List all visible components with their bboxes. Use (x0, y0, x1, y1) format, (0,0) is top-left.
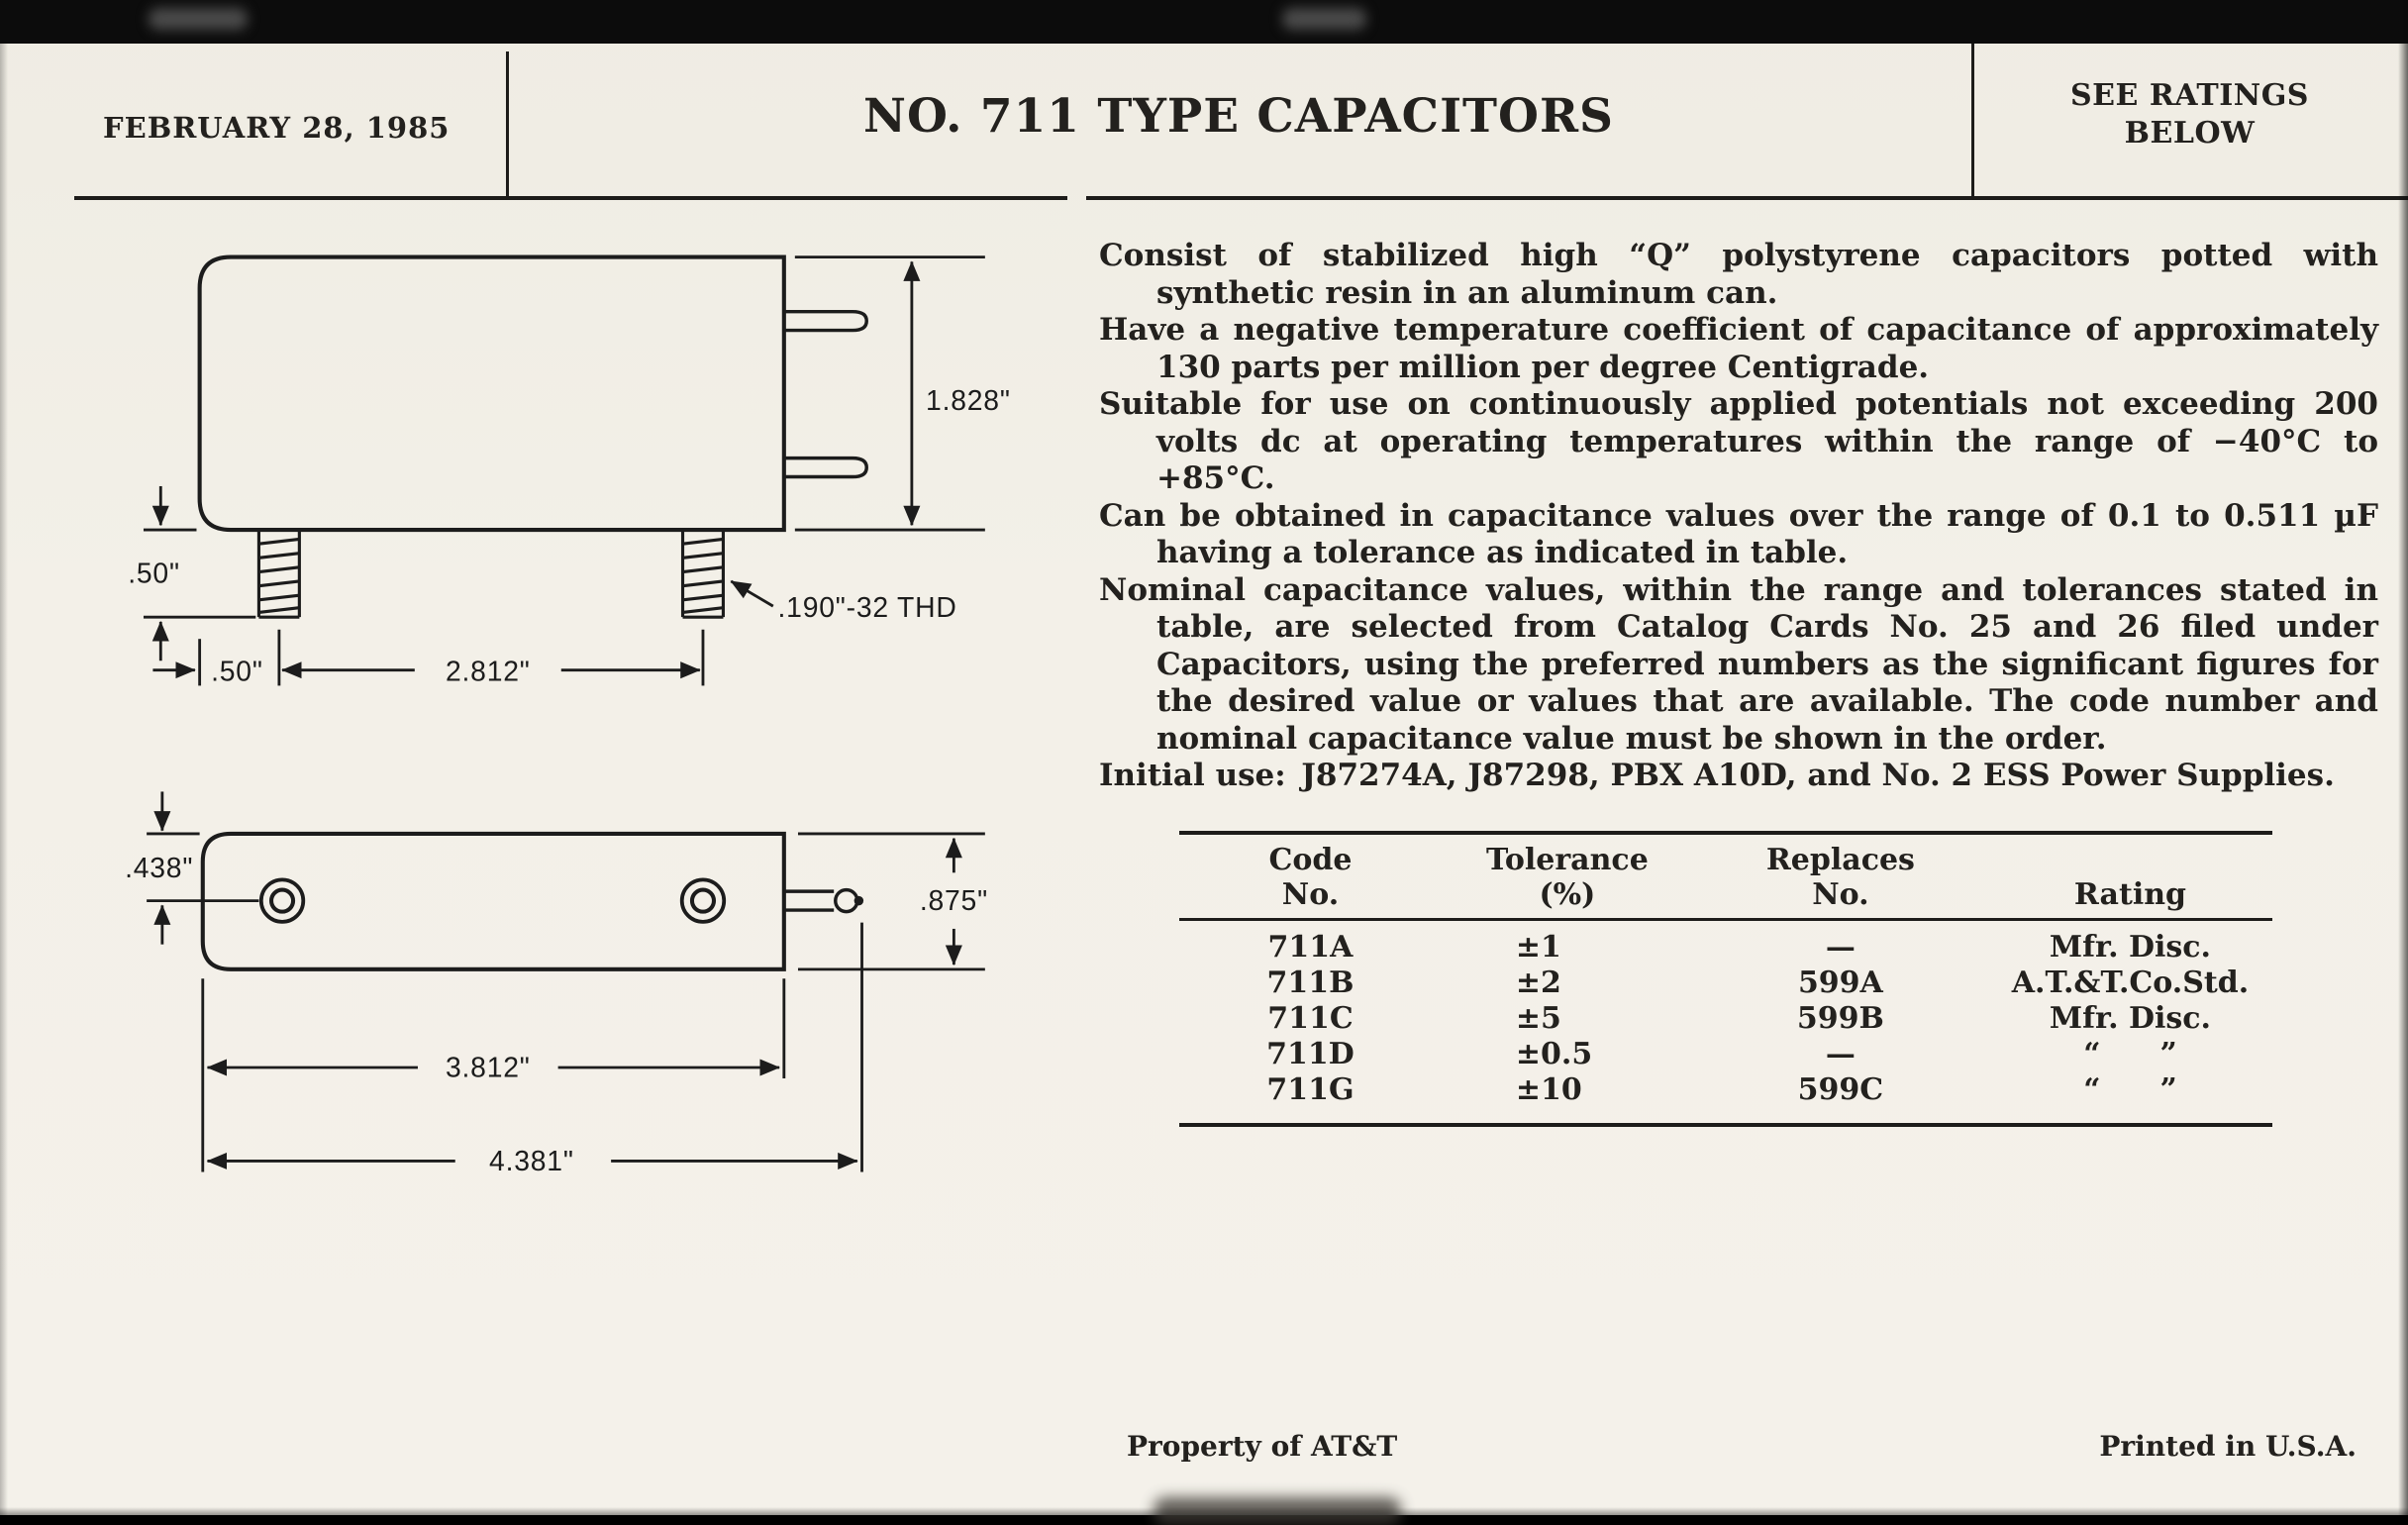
ratings-note (1971, 77, 2408, 152)
scan-artifact (149, 8, 248, 30)
cell-replaces: 599C (1797, 1071, 1884, 1107)
capacitor-body-top-outline (203, 834, 784, 969)
cell-tolerance: ±5 (1515, 1000, 1561, 1036)
header-rule-left (74, 196, 1067, 200)
column-header-tolerance: Tolerance (%) (1442, 833, 1693, 920)
stud-hole-left-inner (271, 890, 293, 912)
wire-terminal (784, 891, 834, 910)
description-paragraph: Suitable for use on continuously applied potentials not exceeding 200 volts dc at operating temperatures within the range of −40°C to +85°C. (1099, 386, 2378, 496)
cell-code: 711C (1267, 1000, 1354, 1036)
table-row (1179, 966, 2272, 1001)
dim-label-can-height: 1.828" (926, 384, 1011, 417)
scan-edge-shadow (0, 1507, 2408, 1515)
table-row (1179, 1037, 2272, 1072)
ratings-table (1179, 831, 2272, 1127)
technical-drawing (62, 234, 1091, 1247)
dim-label-stud-offset: .50" (211, 656, 263, 688)
dim-label-stud-spacing: 2.812" (445, 656, 531, 688)
scan-artifact (1282, 8, 1366, 30)
description-paragraph: Have a negative temperature coefficient of capacitance of approximately 130 parts per million per degree Centigrade. (1099, 312, 2378, 385)
footer-property: Property of AT&T (1127, 1430, 1398, 1463)
description-paragraph: Can be obtained in capacitance values over the range of 0.1 to 0.511 µF having a tolerance as indicated in table. (1099, 497, 2378, 570)
cell-replaces: 599A (1797, 965, 1883, 1000)
description-paragraph: Nominal capacitance values, within the range and tolerances stated in table, are selected from Catalog Cards No. 25 and 26 filed under Capacitors, using the preferred numbers as the significant figures for the desired value or values that are available. The code number and nominal capacitance value must be shown in the order. (1099, 571, 2378, 757)
cell-rating: A.T.&T.Co.Std. (2011, 965, 2250, 1000)
side-view-drawing (200, 257, 867, 618)
cell-replaces: — (1825, 929, 1856, 965)
scan-top-bar (0, 0, 2408, 44)
cell-code: 711B (1266, 965, 1354, 1000)
stud-hole-right-outer (682, 879, 724, 921)
cell-code: 711A (1267, 929, 1354, 965)
top-view-drawing (203, 834, 863, 969)
terminal-pin-upper (784, 312, 866, 331)
table-row (1179, 919, 2272, 966)
table-header-row (1179, 833, 2272, 920)
stud-hole-left-outer (261, 879, 303, 921)
top-view-dimension-lines (147, 791, 985, 1171)
cell-rating: Mfr. Disc. (2049, 1000, 2211, 1036)
capacitor-can-outline (200, 257, 784, 530)
mounting-stud-left (258, 530, 299, 617)
description-paragraph: Consist of stabilized high “Q” polystyrene capacitors potted with synthetic resin in an aluminum can. (1099, 238, 2378, 311)
ratings-note-line1: SEE RATINGS (2070, 78, 2309, 113)
dim-label-stud-height: .50" (128, 558, 180, 590)
footer-printed: Printed in U.S.A. (2099, 1430, 2357, 1463)
column-header-code: Code No. (1179, 833, 1442, 920)
table-row (1179, 1072, 2272, 1125)
cell-tolerance: ±10 (1515, 1071, 1582, 1107)
description-paragraph-initial-use: Initial use: J87274A, J87298, PBX A10D, and No. 2 ESS Power Supplies. (1099, 758, 2335, 793)
dim-label-overall-length: 4.381" (489, 1145, 574, 1177)
scan-edge-shadow (0, 0, 8, 1515)
cell-replaces: 599B (1796, 1000, 1884, 1036)
column-header-replaces: Replaces No. (1693, 833, 1988, 920)
dim-label-body-height: .875" (919, 885, 988, 918)
header-rule-right (1086, 196, 2408, 200)
cell-tolerance: ±0.5 (1515, 1036, 1593, 1071)
cell-rating: Mfr. Disc. (2049, 929, 2211, 965)
column-header-rating: Rating (1988, 833, 2272, 920)
thread-spec-label: .190"-32 THD (777, 592, 957, 625)
cell-replaces: — (1825, 1036, 1856, 1071)
description-column (1099, 238, 2378, 1127)
wire-terminal-tip (854, 896, 863, 905)
stud-hole-right-inner (692, 890, 714, 912)
cell-tolerance: ±1 (1515, 929, 1561, 965)
page-title: NO. 711 TYPE CAPACITORS (863, 89, 1614, 144)
ratings-note-line2: BELOW (2124, 116, 2256, 151)
wire-terminal-eyelet (836, 890, 857, 912)
scan-edge-shadow (2398, 0, 2408, 1515)
cell-rating: “ ” (2083, 1036, 2177, 1071)
cell-code: 711G (1266, 1071, 1354, 1107)
document-date: FEBRUARY 28, 1985 (103, 111, 451, 145)
mounting-stud-right (683, 530, 724, 617)
dim-label-half-height: .438" (125, 852, 194, 884)
table-row (1179, 1001, 2272, 1037)
dim-label-body-length: 3.812" (445, 1052, 531, 1084)
cell-rating: “ ” (2083, 1071, 2177, 1107)
cell-code: 711D (1266, 1036, 1354, 1071)
cell-tolerance: ±2 (1515, 965, 1561, 1000)
terminal-pin-lower (784, 458, 866, 477)
